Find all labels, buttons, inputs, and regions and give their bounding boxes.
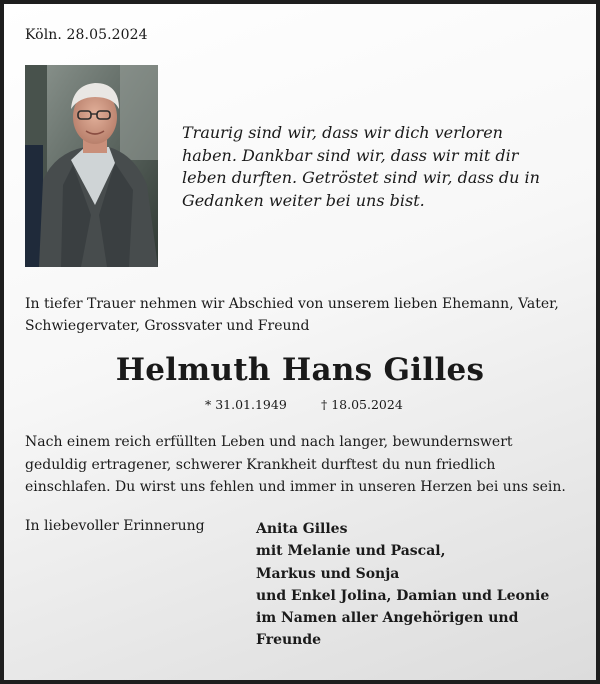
signers-list bbox=[256, 518, 586, 652]
death-date: † 18.05.2024 bbox=[321, 397, 403, 412]
message-line: geduldig ertragener, schwerer Krankheit durftest du nun friedlich bbox=[25, 456, 496, 473]
signer-line: im Namen aller Angehörigen und bbox=[256, 610, 519, 627]
signer-line: und Enkel Jolina, Damian und Leonie bbox=[256, 587, 550, 604]
memorial-message bbox=[25, 431, 585, 499]
remember-label: In liebevoller Erinnerung bbox=[25, 518, 205, 534]
message-line: Nach einem reich erfüllten Leben und nach langer, bewundernswert bbox=[25, 434, 513, 450]
memorial-quote bbox=[182, 122, 562, 212]
quote-line: leben durften. Getröstet sind wir, dass du in bbox=[182, 168, 540, 187]
signer-line: Markus und Sonja bbox=[256, 565, 400, 582]
portrait-photo bbox=[25, 65, 158, 267]
place-date: Köln. 28.05.2024 bbox=[25, 27, 148, 43]
intro-line: Schwiegervater, Grossvater und Freund bbox=[25, 318, 310, 334]
quote-line: Gedanken weiter bei uns bist. bbox=[182, 190, 425, 210]
signer-line: Freunde bbox=[256, 632, 322, 649]
signer-line: mit Melanie und Pascal, bbox=[256, 543, 446, 560]
quote-line: haben. Dankbar sind wir, dass wir mit dir bbox=[182, 145, 519, 165]
quote-line: Traurig sind wir, dass wir dich verloren bbox=[182, 123, 503, 142]
intro-text bbox=[25, 293, 575, 337]
birth-date: * 31.01.1949 bbox=[205, 397, 287, 412]
intro-line: In tiefer Trauer nehmen wir Abschied von unserem lieben Ehemann, Vater, bbox=[25, 296, 559, 312]
deceased-name: Helmuth Hans Gilles bbox=[115, 352, 485, 388]
signer-line: Anita Gilles bbox=[256, 521, 348, 537]
message-line: einschlafen. Du wirst uns fehlen und immer in unseren Herzen bei uns sein. bbox=[25, 479, 566, 495]
